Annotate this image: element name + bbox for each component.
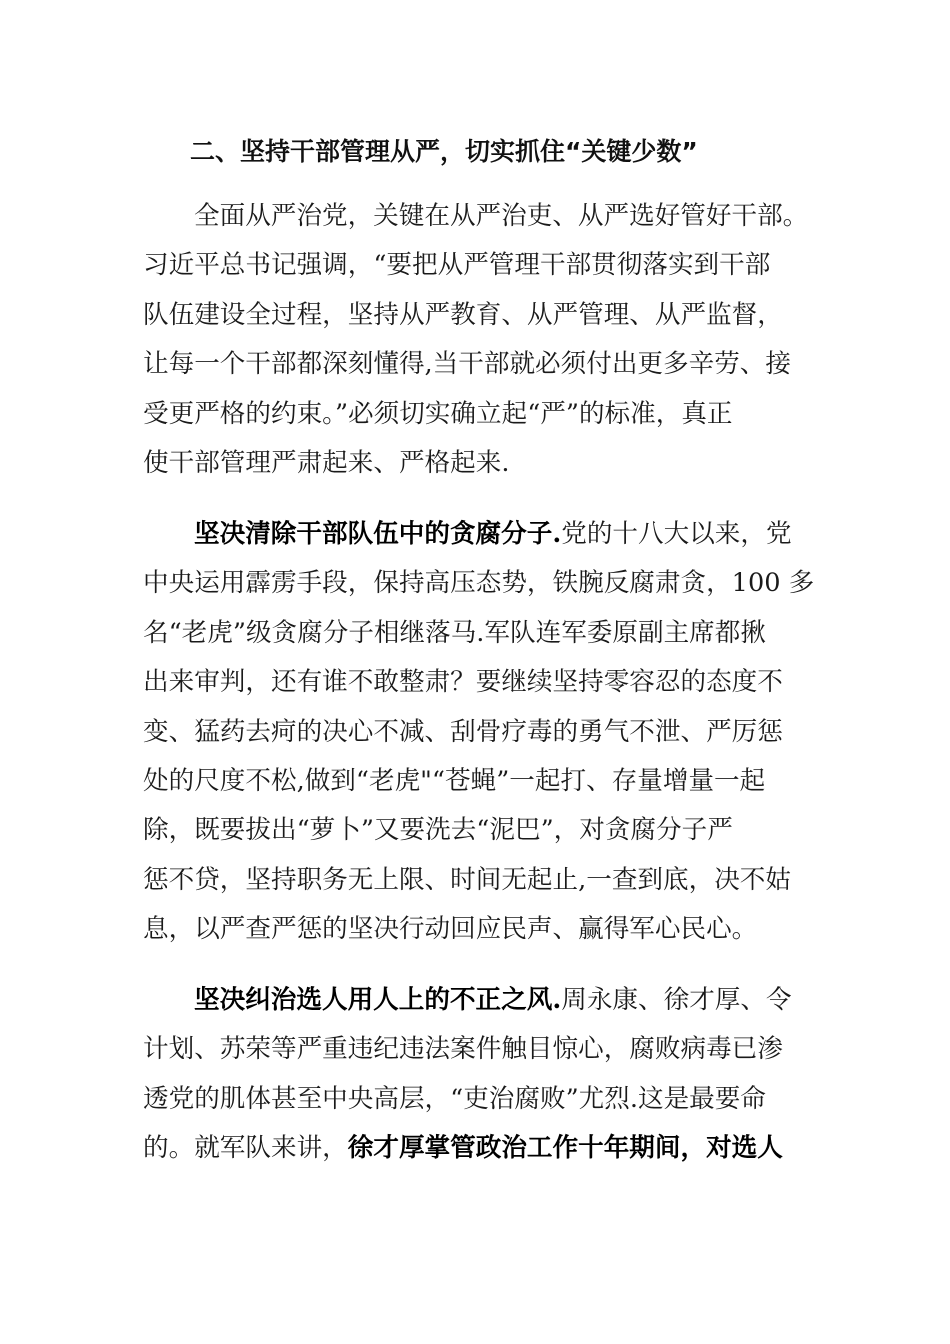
- section-heading: 二、坚持干部管理从严，切实抓住“关键少数”: [190, 137, 698, 166]
- text-line: 出来审判，还有谁不敢整肃？要继续坚持零容忍的态度不: [143, 667, 783, 698]
- text-line: 惩不贷，坚持职务无上限、时间无起止,一查到底，决不姑: [143, 864, 791, 895]
- paragraph-3: [143, 976, 813, 1174]
- line-plain-segment: 的。就军队来讲，: [143, 1133, 348, 1164]
- paragraph-lead-bold: 坚决纠治选人用人上的不正之风.: [194, 985, 562, 1015]
- text-line: 处的尺度不松,做到“老虎"“苍蝇”一起打、存量增量一起: [143, 765, 766, 796]
- text-line: [143, 1124, 813, 1173]
- text-line: 计划、苏荣等严重违纪违法案件触目惊心，腐败病毒已渗: [143, 1034, 783, 1065]
- text-line: [143, 976, 813, 1025]
- text-line: 队伍建设全过程，坚持从严教育、从严管理、从严监督，: [143, 299, 783, 330]
- paragraph-1: [143, 192, 813, 488]
- text-line: 全面从严治党，关键在从严治吏、从严选好管好干部。: [194, 201, 809, 231]
- text-line: 受更严格的约束。”必须切实确立起“严”的标准，真正: [143, 398, 733, 429]
- text-line: 除，既要拔出“萝卜”又要洗去“泥巴”，对贪腐分子严: [143, 815, 733, 846]
- paragraph-lead-rest: 党的十八大以来，党: [561, 519, 792, 549]
- text-line: 透党的肌体甚至中央高层，“吏治腐败”尤烈.这是最要命: [143, 1083, 766, 1114]
- text-line: 让每一个干部都深刻懂得,当干部就必须付出更多辛劳、接: [143, 349, 791, 380]
- text-line: 习近平总书记强调，“要把从严管理干部贯彻落实到干部: [143, 250, 771, 281]
- text-line: 息，以严查严惩的坚决行动回应民声、赢得军心民心。: [143, 914, 758, 945]
- text-line: 名“老虎”级贪腐分子相继落马.军队连军委原副主席都揪: [143, 617, 766, 648]
- text-line: 中央运用霹雳手段，保持高压态势，铁腕反腐肃贪，100 多: [143, 568, 815, 599]
- text-line: [143, 510, 813, 559]
- text-line: 使干部管理严肃起来、严格起来.: [143, 447, 510, 478]
- paragraph-lead-rest: 周永康、徐才厚、令: [561, 985, 792, 1015]
- line-bold-segment: 徐才厚掌管政治工作十年期间，对选人: [347, 1133, 783, 1164]
- paragraph-2: [143, 510, 813, 955]
- paragraph-lead-bold: 坚决清除干部队伍中的贪腐分子.: [194, 519, 562, 549]
- text-line: 变、猛药去疴的决心不减、刮骨疗毒的勇气不泄、严厉惩: [143, 716, 783, 747]
